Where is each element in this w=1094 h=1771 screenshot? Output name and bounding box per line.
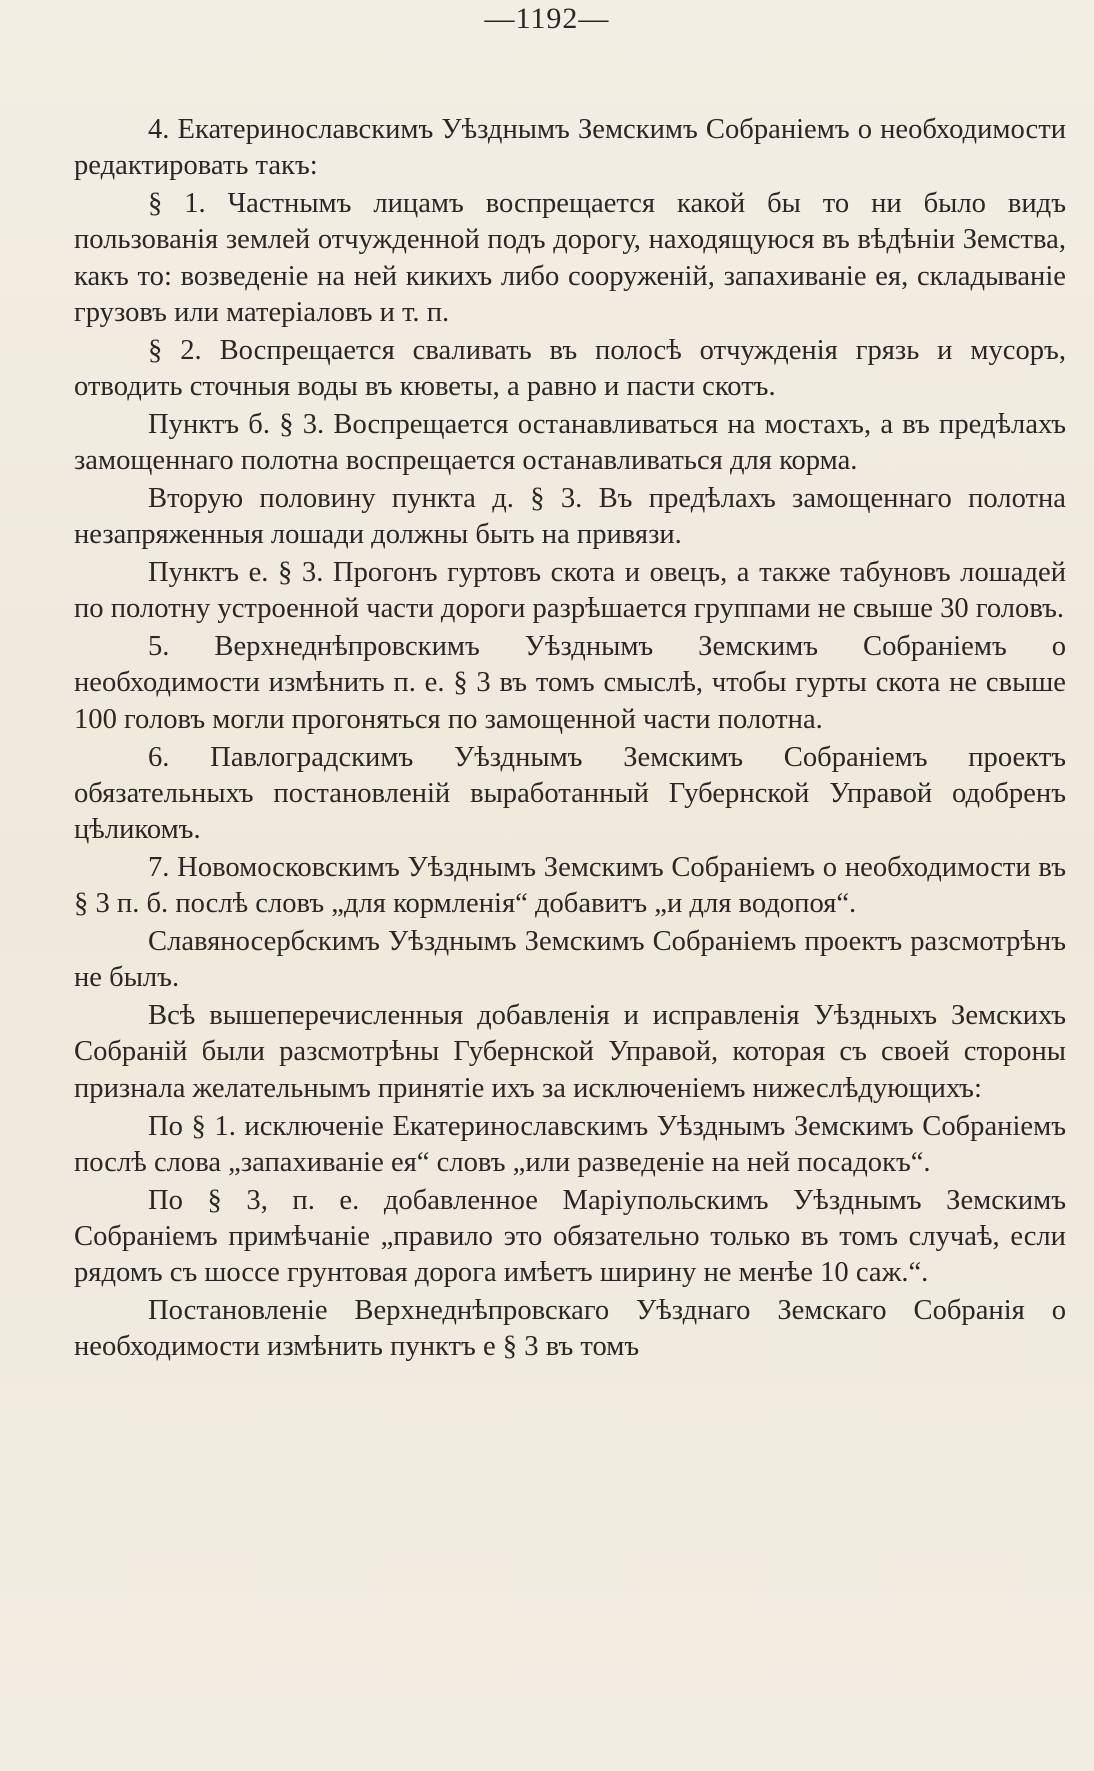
paragraph-item-5: 5. Верхнеднѣпровскимъ Уѣзднымъ Земскимъ Собраніемъ о необходимости измѣнить п. е. § 3 въ томъ смыслѣ, чтобы гурты скота не свыше 100 головъ могли прогоняться по замощенной части полотна. <box>74 631 1066 735</box>
paragraph-point-e: Пунктъ е. § 3. Прогонъ гуртовъ скота и овецъ, а также табуновъ лошадей по полотну устроенной части дороги разрѣшается группами не свыше 30 головъ. <box>74 557 1066 625</box>
paragraph-section-2: § 2. Воспрещается сваливать въ полосѣ отчужденія грязь и мусоръ, отводить сточныя воды въ кюветы, а равно и пасти скотъ. <box>74 334 1066 403</box>
page-number: —1192— <box>484 2 610 35</box>
paragraph-item-4: 4. Екатеринославскимъ Уѣзднымъ Земскимъ Собраніемъ о необходимости редактировать такъ: <box>74 114 1066 182</box>
paragraph-exception-1: По § 1. исключеніе Екатеринославскимъ Уѣзднымъ Земскимъ Собраніемъ послѣ слова „запахиваніе ея“ словъ „или разведеніе на ней посадокъ“. <box>74 1110 1066 1178</box>
paragraph-item-7: 7. Новомосковскимъ Уѣзднымъ Земскимъ Собраніемъ о необходимости въ § 3 п. б. послѣ словъ „для кормленія“ добавитъ „и для водопоя“. <box>74 851 1066 920</box>
paragraph-point-b: Пунктъ б. § 3. Воспрещается останавливаться на мостахъ, а въ предѣлахъ замощеннаго полотна воспрещается останавливаться для корма. <box>74 408 1066 477</box>
paragraph-summary: Всѣ вышеперечисленныя добавленія и исправленія Уѣздныхъ Земскихъ Собраній были разсмотрѣны Губернской Управой, которая съ своей стороны признала желательнымъ принятіе ихъ за исключеніемъ нижеслѣдующихъ: <box>74 1000 1066 1104</box>
paragraph-point-d: Вторую половину пункта д. § 3. Въ предѣлахъ замощеннаго полотна незапряженныя лошади должны быть на привязи. <box>74 482 1066 551</box>
paragraph-section-1: § 1. Частнымъ лицамъ воспрещается какой бы то ни было видъ пользованія землей отчужденной подъ дорогу, находящуюся въ вѣдѣніи Земства, какъ то: возведеніе на ней кикихъ либо сооруженій, запахиваніе ея, складываніе грузовъ или матеріаловъ и т. п. <box>74 188 1066 328</box>
paragraph-resolution: Постановленіе Верхнеднѣпровскаго Уѣзднаго Земскаго Собранія о необходимости измѣнить пунктъ е § 3 въ томъ <box>74 1295 1066 1363</box>
paragraph-exception-2: По § 3, п. е. добавленное Маріупольскимъ Уѣзднымъ Земскимъ Собраніемъ примѣчаніе „правило это обязательно только въ томъ случаѣ, если рядомъ съ шоссе грунтовая дорога имѣетъ ширину не менѣе 10 саж.“. <box>74 1184 1066 1289</box>
paragraph-item-6: 6. Павлоградскимъ Уѣзднымъ Земскимъ Собраніемъ проектъ обязательныхъ постановленій выработанный Губернской Управой одобренъ цѣликомъ. <box>74 741 1066 846</box>
paragraph-slavyanoserbsk: Славяносербскимъ Уѣзднымъ Земскимъ Собраніемъ проектъ разсмотрѣнъ не былъ. <box>74 926 1066 994</box>
body-text <box>74 112 1066 1367</box>
